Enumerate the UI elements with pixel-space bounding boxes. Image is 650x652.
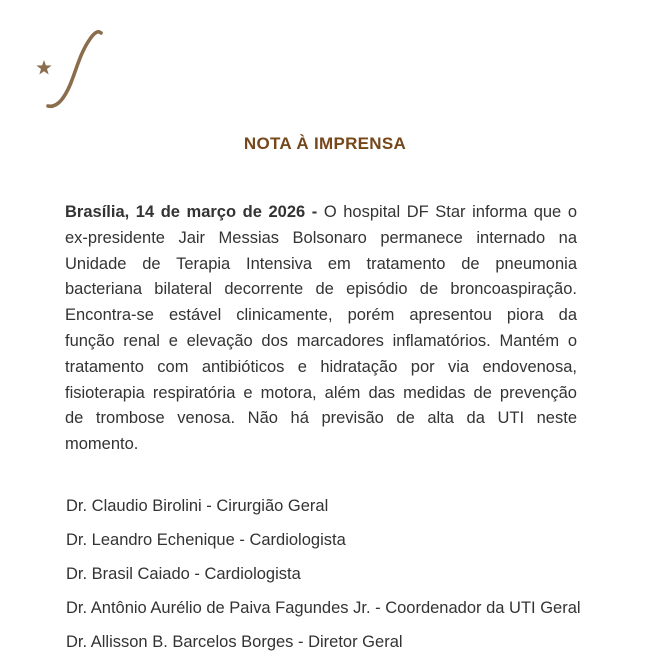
hospital-logo xyxy=(30,20,110,115)
press-note-body xyxy=(65,200,577,458)
doctor-item: Dr. Brasil Caiado - Cardiologista xyxy=(66,564,301,583)
star-icon xyxy=(36,60,51,75)
medical-team-list xyxy=(66,496,610,652)
dateline: Brasília, 14 de março de 2026 - xyxy=(65,203,324,221)
doctor-item: Dr. Allisson B. Barcelos Borges - Diretor Geral xyxy=(66,632,403,651)
body-text: O hospital DF Star informa que o ex-presidente Jair Messias Bolsonaro permanece internado na Unidade de Terapia Intensiva em tratamento de pneumonia bacteriana bilateral decorrente de episódio de broncoaspiração. Encontra-se estável clinicamente, porém apresentou piora da função renal e elevação dos marcadores inflamatórios. Mantém o tratamento com antibióticos e hidratação por via endovenosa, fisioterapia respiratória e motora, além das medidas de prevenção de trombose venosa. Não há previsão de alta da UTI neste momento. xyxy=(65,203,577,454)
doctor-item: Dr. Leandro Echenique - Cardiologista xyxy=(66,530,346,549)
press-note-title: NOTA À IMPRENSA xyxy=(243,134,407,153)
s-curve-icon xyxy=(48,32,101,106)
doctor-item: Dr. Antônio Aurélio de Paiva Fagundes Jr. - Coordenador da UTI Geral xyxy=(66,598,581,617)
doctor-item: Dr. Claudio Birolini - Cirurgião Geral xyxy=(66,496,329,515)
